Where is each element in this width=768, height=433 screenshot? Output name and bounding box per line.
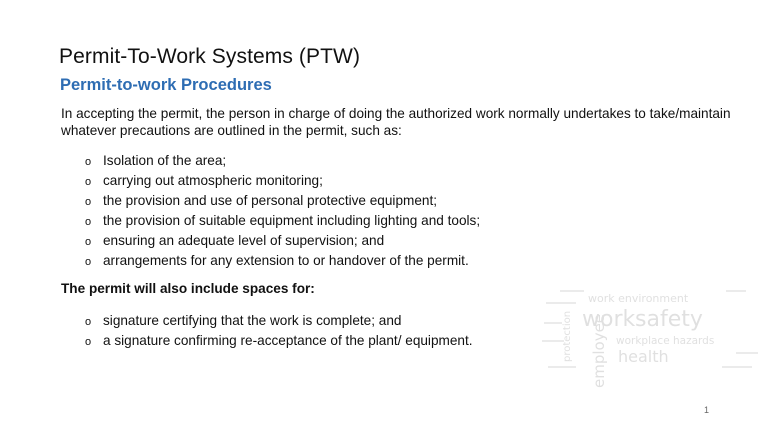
- list-item: [85, 231, 480, 251]
- bullet-marker: o: [85, 216, 92, 228]
- word-safety: safety: [635, 307, 703, 332]
- bullet-marker: o: [85, 156, 92, 168]
- intro-paragraph: In accepting the permit, the person in charge of doing the authorized work normally undertakes to take/maintain whatever precautions are outlined in the permit, such as:: [61, 106, 731, 138]
- word-work: work: [582, 307, 636, 332]
- list-item-text: arrangements for any extension to or handover of the permit.: [103, 253, 469, 268]
- bullet-marker: o: [85, 336, 92, 348]
- slide-title: Permit-To-Work Systems (PTW): [59, 45, 361, 68]
- bullet-marker: o: [85, 196, 92, 208]
- bullet-marker: o: [85, 236, 92, 248]
- list-item-text: carrying out atmospheric monitoring;: [103, 173, 323, 188]
- list-item-text: Isolation of the area;: [103, 153, 227, 168]
- page-number: 1: [704, 405, 710, 415]
- list-item-text: the provision and use of personal protective equipment;: [103, 193, 438, 208]
- list-item: [85, 171, 480, 191]
- spaces-list: [85, 311, 473, 351]
- list-item: [85, 211, 480, 231]
- precautions-list: [85, 151, 480, 271]
- slide-subtitle: Permit-to-work Procedures: [60, 76, 272, 94]
- list-item: [85, 191, 480, 211]
- word-work-environment: work environment: [588, 292, 689, 305]
- bullet-marker: o: [85, 256, 92, 268]
- list-item: [85, 251, 480, 271]
- word-health: health: [618, 347, 669, 366]
- word-protection: protection: [562, 310, 573, 362]
- list-item-text: a signature confirming re-acceptance of the plant/ equipment.: [103, 333, 473, 348]
- list-item: [85, 151, 480, 171]
- word-workplace-hazards: workplace hazards: [616, 335, 715, 347]
- list-item-text: signature certifying that the work is complete; and: [103, 313, 402, 328]
- list-item: [85, 311, 473, 331]
- spaces-heading: The permit will also include spaces for:: [61, 281, 315, 296]
- list-item-text: the provision of suitable equipment including lighting and tools;: [103, 213, 481, 228]
- list-item: [85, 331, 473, 351]
- bullet-marker: o: [85, 316, 92, 328]
- bullet-marker: o: [85, 176, 92, 188]
- list-item-text: ensuring an adequate level of supervision; and: [103, 233, 385, 248]
- word-employee: employee: [590, 313, 608, 388]
- safety-word-cloud-image: [540, 282, 766, 390]
